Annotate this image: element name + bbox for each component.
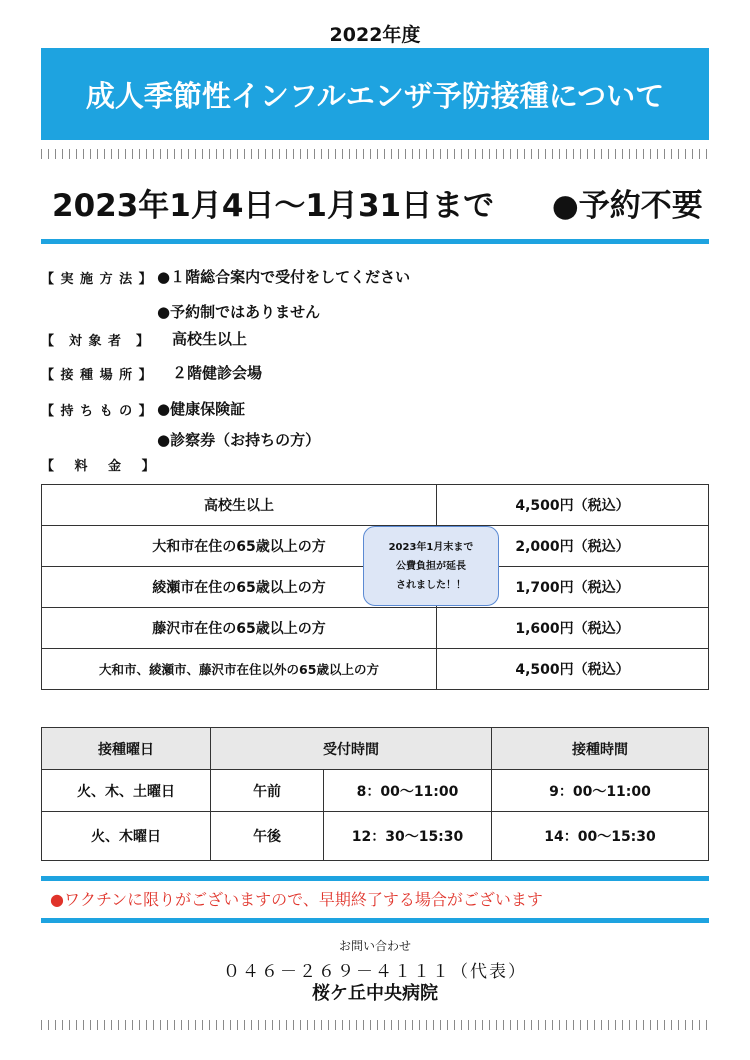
fee-target: 藤沢市在住の65歳以上の方 xyxy=(42,608,437,649)
fee-target: 大和市在住の65歳以上の方 xyxy=(42,526,437,567)
tick-divider-top xyxy=(41,149,709,159)
table-row xyxy=(42,812,709,861)
schedule-period: 午前 xyxy=(211,770,324,812)
period-dates: 2023年1月4日～1月31日まで xyxy=(52,188,495,224)
fiscal-year: 2022年度 xyxy=(329,24,421,46)
subsidy-extension-callout xyxy=(363,526,499,606)
warning-rule-bottom xyxy=(41,918,709,923)
schedule-period: 午後 xyxy=(211,812,324,861)
contact-phone: ０４６－２６９－４１１１（代表） xyxy=(223,962,527,982)
location-value: ２階健診会場 xyxy=(172,364,263,382)
schedule-vaccination: 9：00～11:00 xyxy=(492,770,709,812)
label-belongings: 【 持 ち も の 】 xyxy=(41,404,153,419)
fee-price: 1,600円（税込） xyxy=(437,608,709,649)
fee-price: 1,700円（税込） xyxy=(437,567,709,608)
method-line-2: ●予約制ではありません xyxy=(157,303,321,321)
target-value: 高校生以上 xyxy=(172,330,248,348)
fee-price: 2,000円（税込） xyxy=(437,526,709,567)
fee-price: 4,500円（税込） xyxy=(437,485,709,526)
callout-line-2: 公費負担が延長 xyxy=(396,560,466,572)
header-days: 接種曜日 xyxy=(42,728,211,770)
label-location: 【 接 種 場 所 】 xyxy=(41,368,153,383)
belongings-line-1: ●健康保険証 xyxy=(157,400,246,418)
schedule-reception: 8：00～11:00 xyxy=(324,770,492,812)
schedule-days: 火、木曜日 xyxy=(42,812,211,861)
table-row xyxy=(42,649,709,690)
method-line-1: ●１階総合案内で受付をしてください xyxy=(157,268,411,286)
contact-label: お問い合わせ xyxy=(338,939,411,953)
title-banner xyxy=(41,48,709,140)
schedule-reception: 12：30～15:30 xyxy=(324,812,492,861)
header-vaccination: 接種時間 xyxy=(492,728,709,770)
warning-rule-top xyxy=(41,876,709,881)
belongings-line-2: ●診察券（お持ちの方） xyxy=(157,431,321,449)
schedule-vaccination: 14：00～15:30 xyxy=(492,812,709,861)
blue-divider xyxy=(41,239,709,244)
vaccine-limit-warning: ●ワクチンに限りがございますので、早期終了する場合がございます xyxy=(50,890,543,909)
schedule-days: 火、木、土曜日 xyxy=(42,770,211,812)
hospital-name: 桜ケ丘中央病院 xyxy=(312,983,438,1004)
fee-price: 4,500円（税込） xyxy=(437,649,709,690)
schedule-table xyxy=(41,727,709,861)
table-row xyxy=(42,485,709,526)
label-target: 【 対 象 者 】 xyxy=(41,334,151,349)
table-row xyxy=(42,770,709,812)
label-fee: 【 料 金 】 xyxy=(41,459,156,474)
fee-target: 綾瀬市在住の65歳以上の方 xyxy=(42,567,437,608)
fee-target: 高校生以上 xyxy=(42,485,437,526)
callout-line-3: されました！！ xyxy=(396,579,466,591)
label-method: 【 実 施 方 法 】 xyxy=(41,272,153,287)
tick-divider-bottom xyxy=(41,1020,709,1030)
table-header-row xyxy=(42,728,709,770)
no-reservation-note: ●予約不要 xyxy=(551,188,703,224)
table-row xyxy=(42,608,709,649)
page-title: 成人季節性インフルエンザ予防接種について xyxy=(85,78,665,113)
header-reception: 受付時間 xyxy=(211,728,492,770)
callout-line-1: 2023年1月末まで xyxy=(388,541,474,553)
period-line xyxy=(52,180,703,225)
fee-target: 大和市、綾瀬市、藤沢市在住以外の65歳以上の方 xyxy=(42,649,437,690)
